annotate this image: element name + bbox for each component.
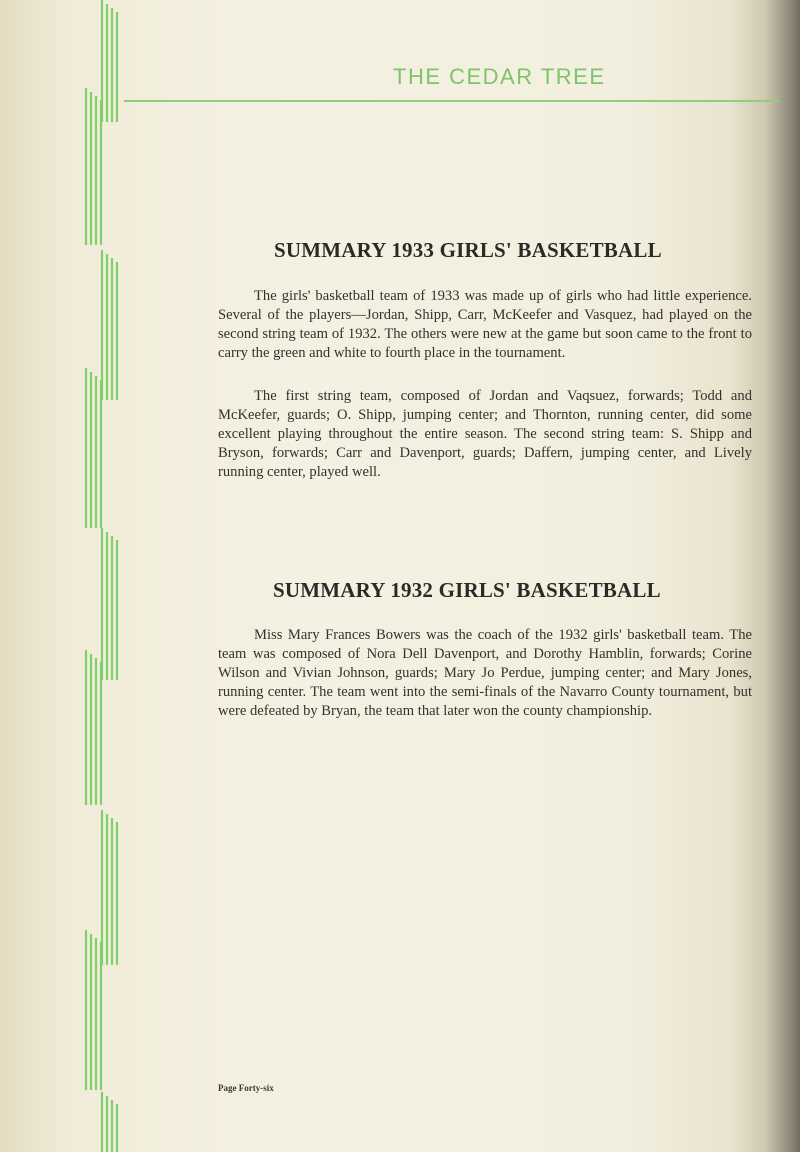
running-head: THE CEDAR TREE (393, 64, 606, 89)
section-title-1932: SUMMARY 1932 GIRLS' BASKETBALL (273, 578, 661, 602)
page-number: Page Forty-six (218, 1083, 274, 1093)
paragraph-1933-teams: The first string team, composed of Jordan and Vaqsuez, forwards; Todd and McKeefer, guards; O. Shipp, jumping center; and Thornton, running center, did some excellent playing throughout the entire season. The second string team: S. Shipp and Bryson, forwards; Carr and Davenport, guards; Daffern, jumping center, and Lively running center, played well. (218, 388, 752, 481)
section-title-1933: SUMMARY 1933 GIRLS' BASKETBALL (274, 238, 662, 262)
paragraph-1933-intro: The girls' basketball team of 1933 was made up of girls who had little experience. Several of the players—Jordan, Shipp, Carr, McKeefer and Vasquez, had played on the second string team of 1932. The others were new at the game but soon came to the front to carry the green and white to fourth place in the tournament. (218, 288, 752, 362)
paragraph-1932: Miss Mary Frances Bowers was the coach of the 1932 girls' basketball team. The team was composed of Nora Dell Davenport, and Dorothy Hamblin, forwards; Corine Wilson and Vivian Johnson, guards; Mary Jo Perdue, jumping center; and Mary Jones, running center. The team went into the semi-finals of the Navarro County tournament, but were defeated by Bryan, the team that later won the county championship. (218, 627, 752, 720)
header-rule (124, 100, 779, 102)
decorative-stripe-border (84, 0, 124, 1152)
